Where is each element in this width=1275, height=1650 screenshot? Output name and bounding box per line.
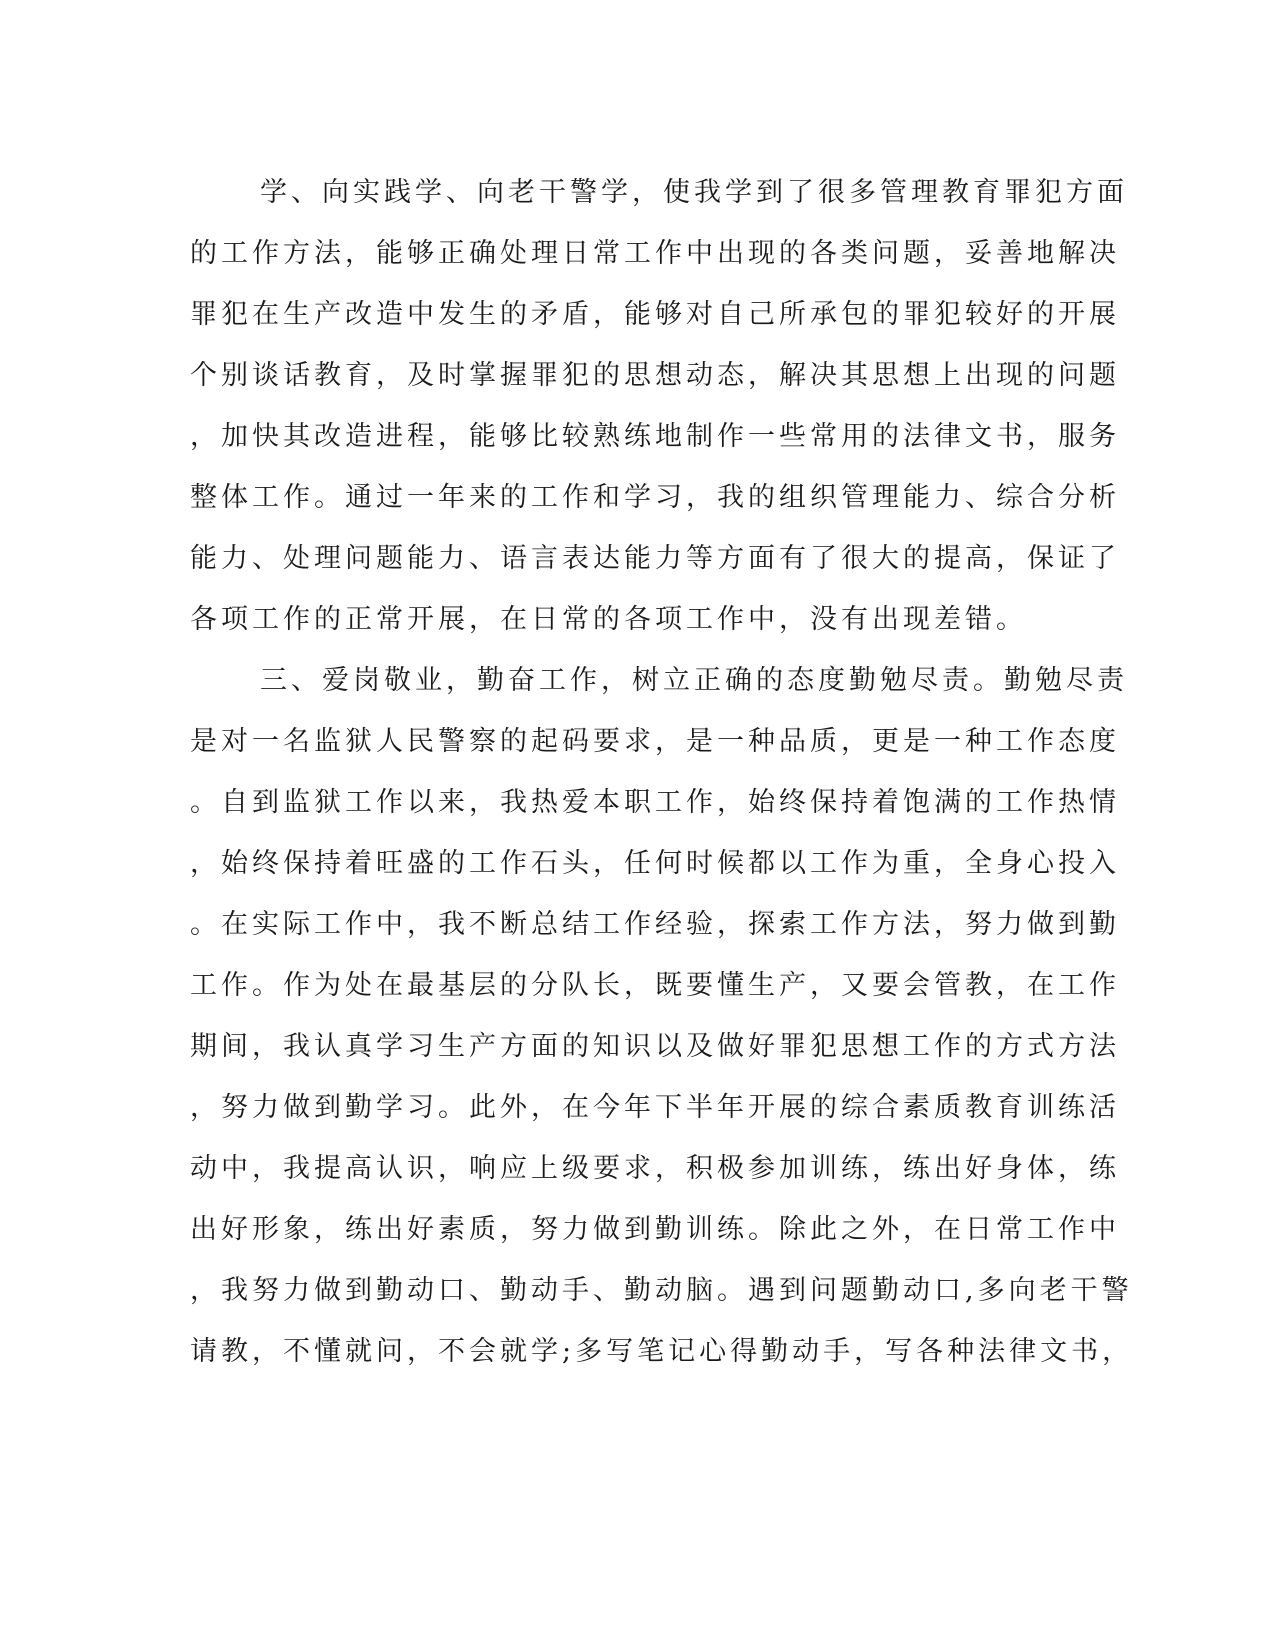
text-line: 整体工作。通过一年来的工作和学习，我的组织管理能力、综合分析	[190, 482, 1120, 513]
text-line: 学、向实践学、向老干警学，使我学到了很多管理教育罪犯方面	[260, 177, 1128, 208]
text-line: 的工作方法，能够正确处理日常工作中出现的各类问题，妥善地解决	[190, 238, 1120, 269]
text-line: 个别谈话教育，及时掌握罪犯的思想动态，解决其思想上出现的问题	[190, 360, 1120, 391]
text-line: 请教，不懂就问，不会就学;多写笔记心得勤动手，写各种法律文书，	[190, 1336, 1134, 1367]
text-line: 出好形象，练出好素质，努力做到勤训练。除此之外，在日常工作中	[190, 1214, 1120, 1245]
text-line: 工作。作为处在最基层的分队长，既要懂生产，又要会管教，在工作	[190, 970, 1120, 1001]
text-line: 三、爱岗敬业，勤奋工作，树立正确的态度勤勉尽责。勤勉尽责	[260, 665, 1128, 696]
text-line: 能力、处理问题能力、语言表达能力等方面有了很大的提高，保证了	[190, 543, 1120, 574]
text-line: ，加快其改造进程，能够比较熟练地制作一些常用的法律文书，服务	[190, 421, 1120, 452]
text-line: 各项工作的正常开展，在日常的各项工作中，没有出现差错。	[190, 604, 1027, 635]
text-line: ，始终保持着旺盛的工作石头，任何时候都以工作为重，全身心投入	[190, 848, 1120, 879]
body-text	[190, 162, 1134, 1382]
text-line: 期间，我认真学习生产方面的知识以及做好罪犯思想工作的方式方法	[190, 1031, 1120, 1062]
text-line: 。在实际工作中，我不断总结工作经验，探索工作方法，努力做到勤	[190, 909, 1120, 940]
text-line: ，我努力做到勤动口、勤动手、勤动脑。遇到问题勤动口,多向老干警	[190, 1275, 1133, 1306]
text-line: 。自到监狱工作以来，我热爱本职工作，始终保持着饱满的工作热情	[190, 787, 1120, 818]
text-line: 罪犯在生产改造中发生的矛盾，能够对自己所承包的罪犯较好的开展	[190, 299, 1120, 330]
text-line: 动中，我提高认识，响应上级要求，积极参加训练，练出好身体，练	[190, 1153, 1120, 1184]
text-line: 是对一名监狱人民警察的起码要求，是一种品质，更是一种工作态度	[190, 726, 1120, 757]
text-line: ，努力做到勤学习。此外，在今年下半年开展的综合素质教育训练活	[190, 1092, 1120, 1123]
